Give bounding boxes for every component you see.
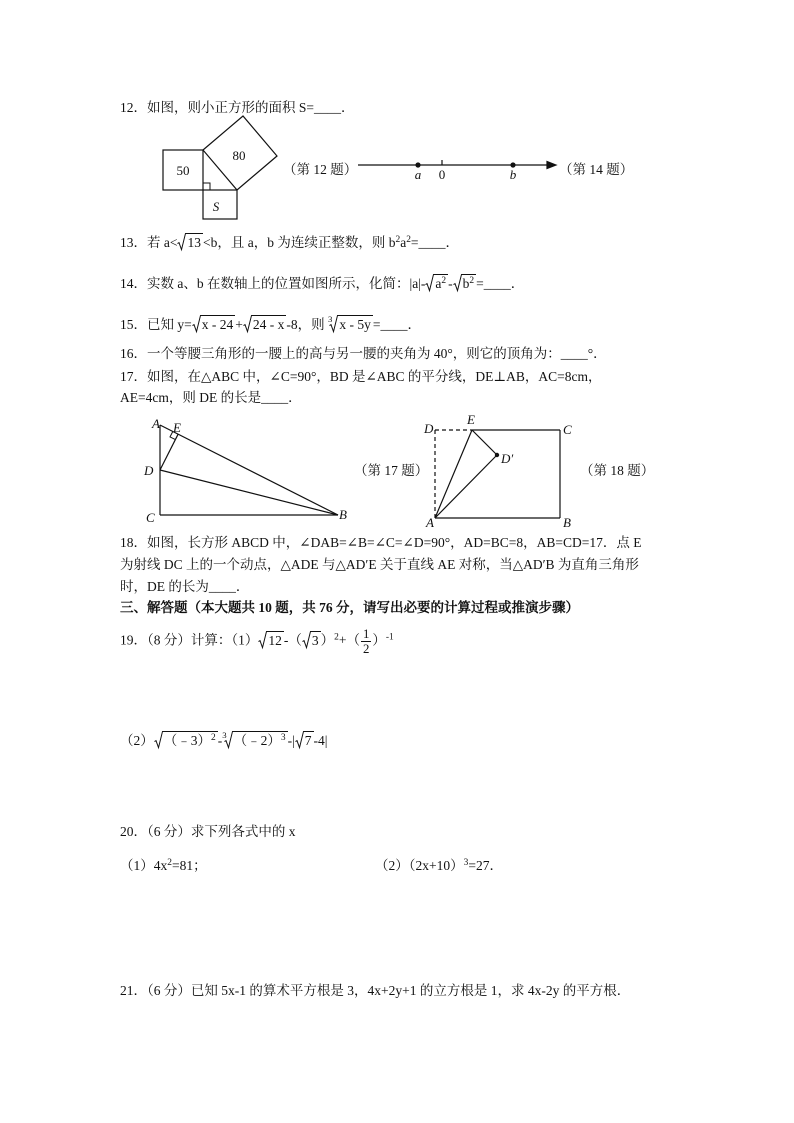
radical-sign-icon (224, 731, 233, 749)
question-19-part-1 (120, 627, 394, 656)
sqrt-24-minus-x (243, 315, 287, 333)
label-a: A (152, 416, 160, 431)
label-b: B (339, 507, 347, 522)
radical-sign-icon (177, 233, 186, 251)
question-17-line-1: 17．如图，在△ABC 中，∠C=90°，BD 是∠ABC 的平分线，DE⊥AB，AC=8cm， (120, 369, 602, 384)
q13-text: =____． (410, 235, 460, 250)
radicand: 3 (311, 632, 319, 648)
sqrt-13 (177, 233, 203, 251)
caption-figure-14: （第 14 题） (559, 162, 634, 177)
exponent: 2 (469, 275, 475, 286)
label-e: E (467, 412, 475, 427)
radical-sign-icon (154, 731, 163, 749)
denominator: 2 (362, 642, 370, 657)
q19-text: ） (372, 632, 386, 648)
section-3-heading: 三、解答题（本大题共 10 题，共 76 分，请写出必要的计算过程或推演步骤） (120, 600, 579, 615)
radicand (434, 274, 448, 292)
question-18-line-2: 为射线 DC 上的一个动点，△ADE 与△AD′E 关于直线 AE 对称，当△AD′B 为直角三角形 (120, 557, 639, 572)
label-80: 80 (232, 148, 246, 163)
q19-text: +（ (338, 632, 360, 648)
radical-sign-icon (243, 315, 252, 333)
q13-text: 13．若 a< (120, 235, 178, 250)
q19-text: ） (320, 632, 335, 648)
q15-text: 15．已知 y= (120, 317, 192, 332)
sqrt-3 (302, 631, 321, 649)
figure-12-squares (155, 112, 285, 224)
sqrt-a-squared (425, 274, 448, 292)
q13-text: a (400, 235, 407, 250)
arrow-right-icon (547, 162, 556, 169)
label-c: C (146, 510, 155, 525)
q20-text: （2）（2x+10） (375, 858, 464, 873)
radical-sign-icon (329, 315, 338, 333)
exponent: 2 (395, 234, 401, 245)
q15-text: -8，则 (286, 317, 328, 332)
q14-text: - (448, 276, 453, 291)
question-18-line-1: 18．如图，长方形 ABCD 中，∠DAB=∠B=∠C=∠D=90°，AD=BC=8，AB=CD=17．点 E (120, 535, 642, 550)
exponent: -1 (385, 632, 394, 643)
question-20-part-2 (375, 857, 503, 875)
label-d: D (424, 421, 434, 436)
q20-text: =81； (171, 858, 207, 873)
label-zero: 0 (438, 167, 446, 182)
q19b-text: - (217, 733, 223, 748)
radicand-base: （﹣2） (233, 733, 281, 748)
radical-sign-icon (192, 315, 201, 333)
label-50: 50 (176, 163, 190, 178)
root-index: 3 (222, 730, 227, 741)
sqrt-b-squared (453, 274, 476, 292)
caption-figure-18: （第 18 题） (580, 463, 655, 478)
q20-text: （1）4x (120, 858, 168, 873)
sqrt-7 (295, 731, 314, 749)
radicand-base: b (462, 276, 470, 291)
right-angle-mark-icon (203, 183, 210, 190)
caption-figure-17: （第 17 题） (354, 463, 429, 478)
cbrt-x-minus-5y (329, 315, 373, 333)
caption-figure-12: （第 12 题） (283, 162, 358, 177)
figure-18-rectangle (420, 410, 580, 530)
segment-ab (160, 425, 338, 515)
radicand: 13 (187, 235, 201, 250)
q13-text: <b，且 a，b 为连续正整数，则 b (202, 235, 396, 250)
q14-text: 14．实数 a、b 在数轴上的位置如图所示，化简：|a|- (120, 276, 426, 291)
square-s (203, 190, 237, 219)
label-b: B (563, 515, 571, 530)
q19-text: 19．（8 分）计算：（1） (120, 632, 259, 648)
label-a: a (414, 167, 422, 182)
exponent: 2 (211, 732, 216, 743)
radicand: 24 - x (252, 317, 285, 332)
q15-text: + (235, 317, 243, 332)
radicand: x - 24 (201, 317, 234, 332)
q19b-text: -| (287, 733, 295, 748)
q14-text: =____． (476, 276, 525, 291)
segment-db (160, 470, 338, 515)
question-13 (120, 233, 459, 252)
label-b: b (509, 167, 517, 182)
radicand-base: a (435, 276, 442, 291)
radical-sign-icon (425, 274, 434, 292)
question-16: 16．一个等腰三角形的一腰上的高与另一腰的夹角为 40°，则它的顶角为：____°． (120, 346, 607, 361)
radical-sign-icon (302, 631, 311, 649)
q15-text: =____． (372, 317, 422, 332)
radicand-base: （﹣3） (163, 733, 211, 748)
radical-sign-icon (258, 631, 267, 649)
sqrt-x-minus-24 (192, 315, 236, 333)
radical-sign-icon (295, 731, 304, 749)
radical-sign-icon (453, 274, 462, 292)
exponent: 3 (463, 857, 469, 868)
question-20: 20．（6 分）求下列各式中的 x (120, 824, 296, 839)
numerator: 1 (362, 627, 370, 641)
fraction-one-half (361, 627, 371, 656)
radicand (462, 274, 476, 292)
label-a: A (426, 515, 434, 530)
label-d: D (144, 463, 154, 478)
question-18-line-3: 时，DE 的长为____． (120, 579, 250, 594)
q19b-text: （2） (120, 733, 154, 748)
exponent: 2 (334, 632, 339, 643)
point-d-prime (495, 453, 499, 457)
segment-ed-prime (472, 430, 497, 455)
label-s: S (212, 199, 220, 214)
radicand: 7 (304, 733, 312, 748)
q19-text: -（ (283, 632, 302, 648)
exponent: 2 (406, 234, 411, 245)
radicand: 12 (268, 632, 282, 648)
question-14 (120, 274, 524, 293)
root-index: 3 (328, 314, 333, 325)
question-19-part-2 (120, 731, 327, 750)
sqrt-neg3-squared (154, 731, 218, 749)
question-15 (120, 315, 421, 334)
label-d-prime: D′ (501, 451, 514, 466)
exponent: 3 (280, 732, 286, 743)
label-e: E (173, 420, 181, 435)
q19b-text: -4| (313, 733, 328, 748)
question-12: 12．如图，则小正方形的面积 S=____． (120, 100, 355, 115)
figure-14-number-line (355, 150, 560, 185)
segment-ad-prime (435, 455, 497, 518)
label-c: C (563, 422, 572, 437)
exponent: 2 (441, 275, 447, 286)
radicand (163, 731, 218, 749)
sqrt-12 (258, 631, 284, 649)
question-17-line-2: AE=4cm，则 DE 的长是____． (120, 390, 302, 405)
segment-ae (435, 430, 472, 518)
radicand: x - 5y (339, 317, 371, 332)
question-20-part-1 (120, 857, 207, 875)
question-21: 21．（6 分）已知 5x-1 的算术平方根是 3，4x+2y+1 的立方根是 1，求 4x-2y 的平方根． (120, 983, 631, 998)
figure-17-triangle (140, 415, 350, 530)
cbrt-neg2-cubed (224, 731, 288, 749)
radicand (233, 731, 288, 749)
exponent: 2 (167, 857, 172, 868)
q20-text: =27． (468, 858, 503, 873)
